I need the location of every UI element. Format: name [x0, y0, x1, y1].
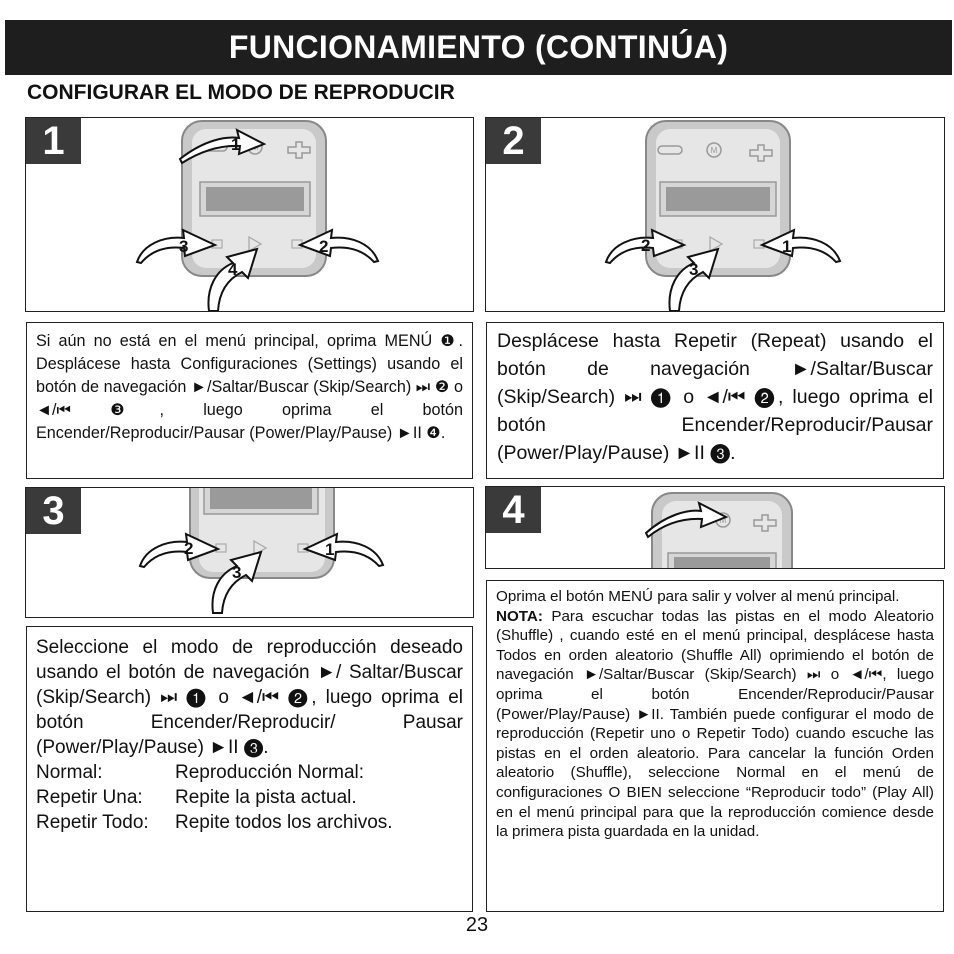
arrow-label: 1	[782, 237, 792, 256]
arrow-label: 2	[641, 236, 651, 255]
arrow-label: 3	[179, 237, 189, 256]
menu-glyph: M	[719, 516, 727, 525]
page-header	[5, 20, 952, 75]
step-4-badge: 4	[486, 487, 541, 533]
note-label: NOTA:	[496, 607, 543, 625]
step-1-device-illustration	[26, 118, 473, 311]
step-4-instructions	[486, 580, 944, 912]
arrow-label: 3	[689, 260, 699, 279]
section-title: CONFIGURAR EL MODO DE REPRODUCIR	[27, 81, 455, 104]
arrow-label: 3	[232, 563, 242, 582]
step-1-badge: 1	[26, 118, 81, 164]
device-screen	[674, 557, 770, 568]
step-4-panel	[485, 486, 945, 569]
mode-row-repeat-all	[36, 810, 463, 835]
step-4-device-illustration	[486, 487, 944, 568]
step-1-instructions	[26, 322, 473, 479]
step-1-panel	[25, 117, 474, 312]
header-title: FUNCIONAMIENTO (CONTINÚA)	[228, 29, 729, 65]
step-4-text: Oprima el botón MENÚ para salir y volver al menú principal.	[496, 588, 900, 605]
arrow-label: 2	[319, 237, 329, 256]
mode-row-normal	[36, 760, 463, 785]
step-2-device-illustration	[486, 118, 944, 311]
step-2-badge: 2	[486, 118, 541, 164]
mode-description: Repite la pista actual.	[175, 787, 357, 808]
mode-name: Repetir Todo:	[36, 812, 149, 833]
mode-name: Repetir Una:	[36, 787, 143, 808]
mode-description: Reproducción Normal:	[175, 762, 365, 783]
step-2-text: Desplácese hasta Repetir (Repeat) usando el botón de navegación ►/Saltar/Buscar (Skip/Search) ⏭ ❶ o ◄/⏮ ❷, luego oprima el botón Encender/Reproducir/Pausar (Power/Play/Pause) ►II ❸.	[497, 330, 933, 464]
device-screen	[206, 187, 304, 211]
menu-glyph: M	[710, 146, 718, 155]
step-3-text: Seleccione el modo de reproducción deseado usando el botón de navegación ►/ Saltar/Buscar (Skip/Search) ⏭ ❶ o ◄/⏮ ❷, luego oprima el botón Encender/Reproducir/ Pausar (Power/Play/Pause) ►II ❸.	[36, 637, 463, 758]
step-3-instructions	[26, 626, 473, 912]
device-screen	[666, 187, 770, 211]
note-paragraph	[496, 607, 934, 842]
mode-name: Normal:	[36, 762, 103, 783]
step-1-text: Si aún no está en el menú principal, oprima MENÚ ❶. Desplácese hasta Configuraciones (Settings) usando el botón de navegación ►/Saltar/Buscar (Skip/Search) ⏭ ❷ o ◄/⏮ ❸, luego oprima el botón Encender/Reproducir/Pausar (Power/Play/Pause) ►II ❹.	[36, 332, 463, 442]
arrow-label: 1	[231, 135, 241, 154]
mode-row-repeat-one	[36, 785, 463, 810]
mode-description: Repite todos los archivos.	[175, 812, 393, 833]
page-number: 23	[465, 914, 489, 936]
note-text: Para escuchar todas las pistas en el modo Aleatorio (Shuffle) , cuando esté en el menú principal, desplácese hasta Todos en orden aleatorio (Shuffle All) oprimiendo el botón de navegación ►/Saltar/Buscar (Skip/Search) ⏭ o ◄/⏮, luego oprima el botón Encender/Reproducir/Pausar (Power/Play/Pause) ►II. También puede configurar el modo de reproducción (Repetir uno o Repetir Todo) cuando escuche las pistas en el orden aleatorio. Para cancelar la función Orden aleatorio (Shuffle), seleccione Normal en el menú de configuraciones O BIEN seleccione “Reproducir todo” (Play All) en el menú principal para que la reproducción comience desde la primera pista guardada en la unidad.	[496, 607, 934, 841]
arrow-label: 1	[325, 540, 335, 559]
step-3-badge: 3	[26, 488, 81, 534]
step-3-panel	[25, 487, 474, 618]
device-screen	[210, 488, 312, 509]
step-2-instructions	[486, 322, 944, 479]
arrow-label: 4	[228, 260, 238, 279]
arrow-label: 2	[184, 539, 194, 558]
step-2-panel	[485, 117, 945, 312]
step-3-device-illustration	[26, 488, 473, 617]
